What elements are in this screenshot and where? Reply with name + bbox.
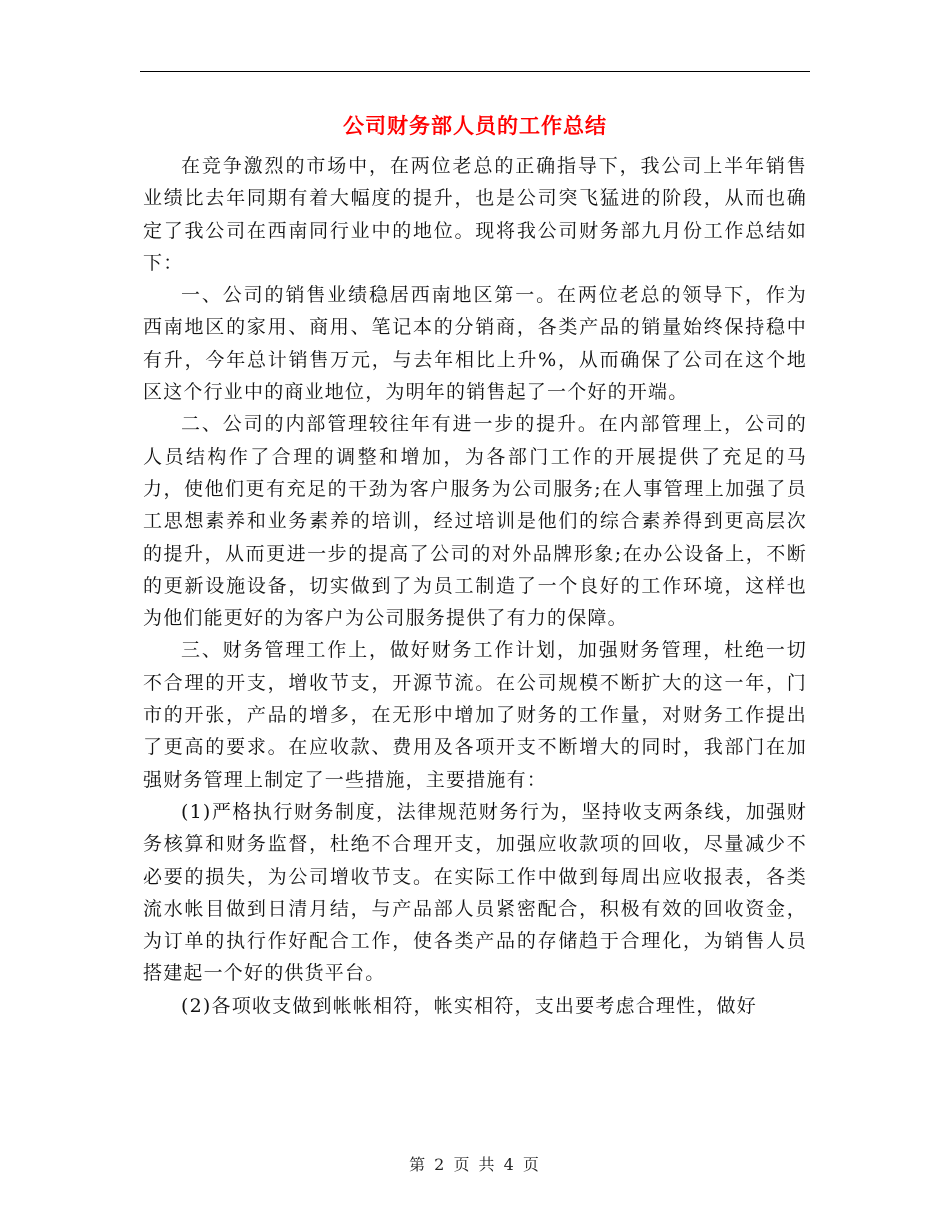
paragraph-finance: 三、财务管理工作上，做好财务工作计划，加强财务管理，杜绝一切不合理的开支，增收节支，开源节流。在公司规模不断扩大的这一年，门市的开张，产品的增多，在无形中增加了财务的工作量，对财务工作提出了更高的要求。在应收款、费用及各项开支不断增大的同时，我部门在加强财务管理上制定了一些措施，主要措施有： — [143, 639, 807, 791]
paragraph-measure-1: (1)严格执行财务制度，法律规范财务行为，坚持收支两条线，加强财务核算和财务监督，杜绝不合理开支，加强应收款项的回收，尽量减少不必要的损失，为公司增收节支。在实际工作中做到每周出应收报表，各类流水帐目做到日清月结，与产品部人员紧密配合，积极有效的回收资金，为订单的执行作好配合工作，使各类产品的存储趋于合理化，为销售人员搭建起一个好的供货平台。 — [143, 800, 807, 985]
document-body — [143, 150, 807, 1022]
paragraph-measure-2: (2)各项收支做到帐帐相符，帐实相符，支出要考虑合理性，做好 — [181, 994, 757, 1017]
page-number: 第 2 页 共 4 页 — [409, 1155, 541, 1174]
paragraph-sales: 一、公司的销售业绩稳居西南地区第一。在两位老总的领导下，作为西南地区的家用、商用、笔记本的分销商，各类产品的销量始终保持稳中有升，今年总计销售万元，与去年相比上升%，从而确保了公司在这个地区这个行业中的商业地位，为明年的销售起了一个好的开端。 — [143, 284, 807, 404]
paragraph-management: 二、公司的内部管理较往年有进一步的提升。在内部管理上，公司的人员结构作了合理的调整和增加，为各部门工作的开展提供了充足的马力，使他们更有充足的干劲为客户服务为公司服务;在人事管理上加强了员工思想素养和业务素养的培训，经过培训是他们的综合素养得到更高层次的提升，从而更进一步的提高了公司的对外品牌形象;在办公设备上，不断的更新设施设备，切实做到了为员工制造了一个良好的工作环境，这样也为他们能更好的为客户为公司服务提供了有力的保障。 — [143, 413, 807, 630]
paragraph-intro: 在竞争激烈的市场中，在两位老总的正确指导下，我公司上半年销售业绩比去年同期有着大幅度的提升，也是公司突飞猛进的阶段，从而也确定了我公司在西南同行业中的地位。现将我公司财务部九月份工作总结如下： — [143, 155, 807, 274]
document-title: 公司财务部人员的工作总结 — [343, 113, 607, 138]
header-rule — [140, 71, 810, 72]
